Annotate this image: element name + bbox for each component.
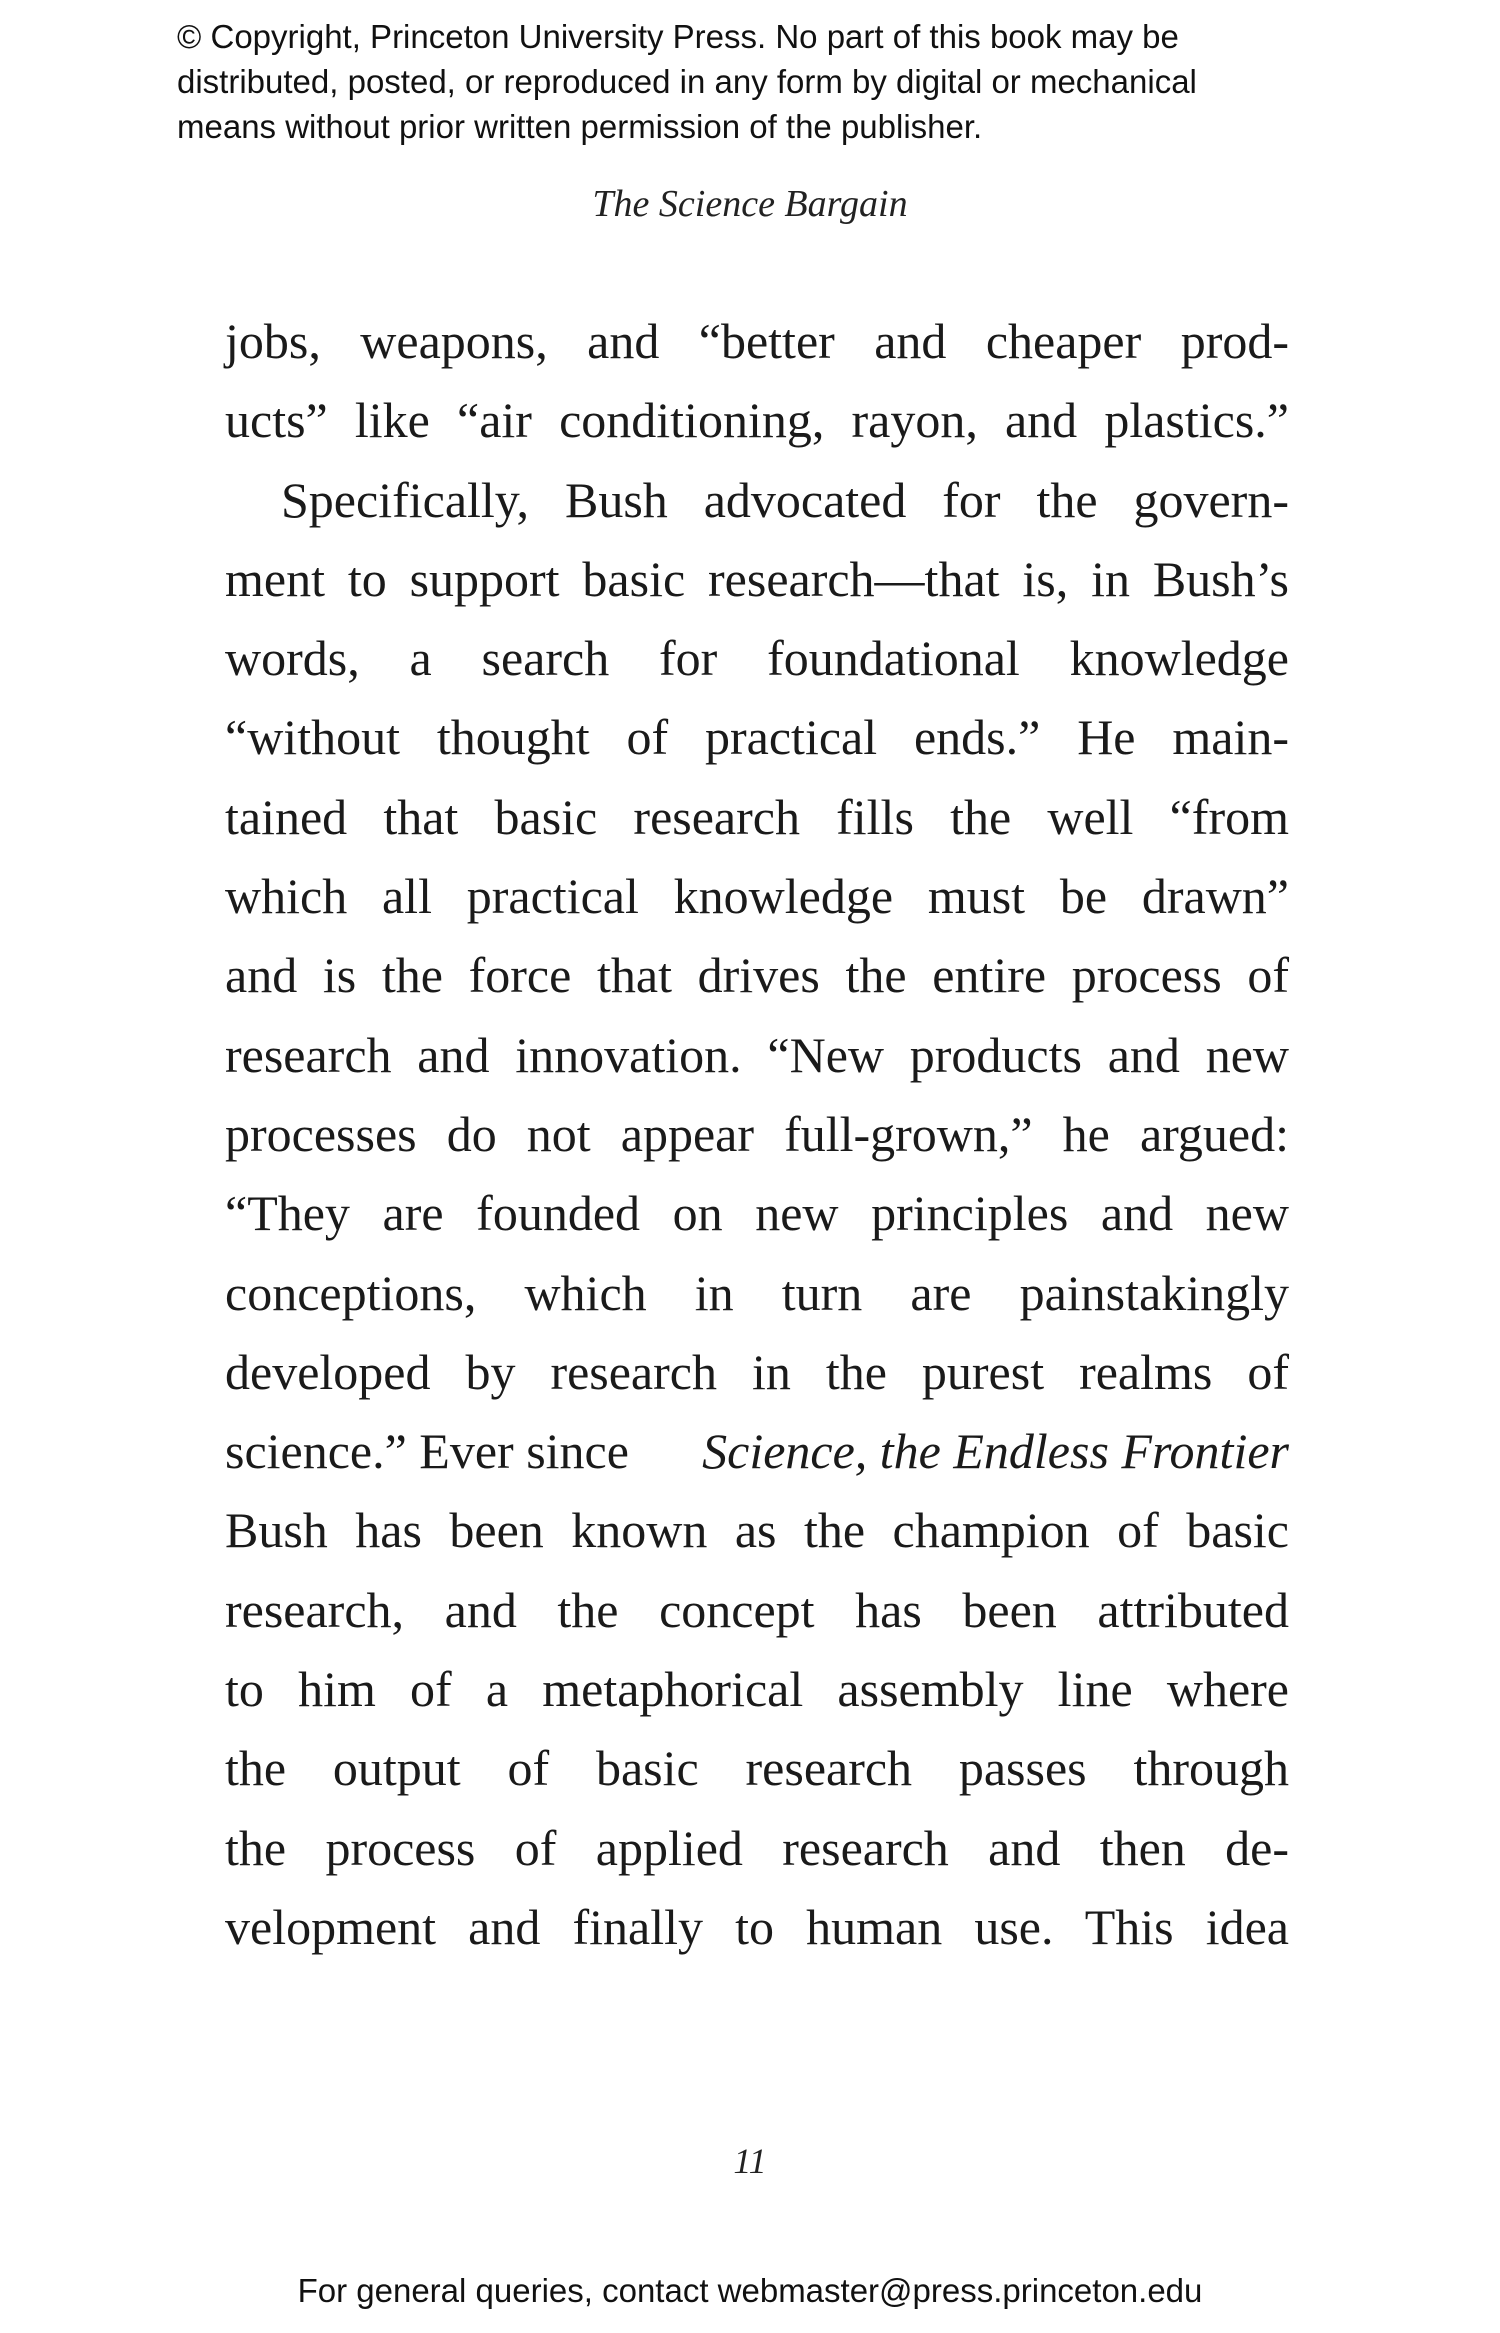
- copyright-line: means without prior written permission of the publisher.: [177, 108, 983, 145]
- body-line: which all practical knowledge must be drawn”: [225, 868, 1289, 925]
- body-line: research, and the concept has been attributed: [225, 1581, 1289, 1638]
- book-title-italic: Science, the Endless Frontier: [702, 1423, 1289, 1480]
- body-line: “They are founded on new principles and new: [225, 1185, 1289, 1242]
- body-line: velopment and finally to human use. This idea: [225, 1898, 1289, 1955]
- body-line: Bush has been known as the champion of basic: [225, 1502, 1289, 1559]
- body-line: science.” Ever since: [225, 1423, 629, 1480]
- body-line: conceptions, which in turn are painstakingly: [225, 1264, 1289, 1321]
- body-line: developed by research in the purest realms of: [225, 1343, 1289, 1400]
- body-line: ment to support basic research—that is, in Bush’s: [225, 550, 1289, 607]
- body-line: the output of basic research passes through: [225, 1740, 1289, 1797]
- body-line: “without thought of practical ends.” He main-: [225, 709, 1289, 766]
- running-head: The Science Bargain: [592, 183, 908, 225]
- footer-contact: For general queries, contact webmaster@press.princeton.edu: [297, 2272, 1203, 2309]
- copyright-line: distributed, posted, or reproduced in any form by digital or mechanical: [177, 63, 1197, 100]
- body-line: jobs, weapons, and “better and cheaper prod-: [225, 313, 1289, 369]
- body-line: Specifically, Bush advocated for the govern-: [281, 471, 1289, 528]
- copyright-line: © Copyright, Princeton University Press. No part of this book may be: [177, 18, 1179, 55]
- body-line: ucts” like “air conditioning, rayon, and plastics.”: [225, 392, 1289, 449]
- body-line: the process of applied research and then de-: [225, 1819, 1289, 1876]
- body-line: and is the force that drives the entire process of: [225, 947, 1289, 1004]
- body-line: to him of a metaphorical assembly line where: [225, 1661, 1289, 1718]
- body-text: [225, 302, 1289, 1967]
- body-line: processes do not appear full-grown,” he argued:: [225, 1105, 1289, 1162]
- page-number: 11: [733, 2141, 767, 2181]
- body-line: words, a search for foundational knowledge: [225, 630, 1289, 687]
- body-line: research and innovation. “New products and new: [225, 1026, 1289, 1083]
- copyright-notice: [177, 14, 1357, 149]
- body-line: tained that basic research fills the well “from: [225, 788, 1289, 845]
